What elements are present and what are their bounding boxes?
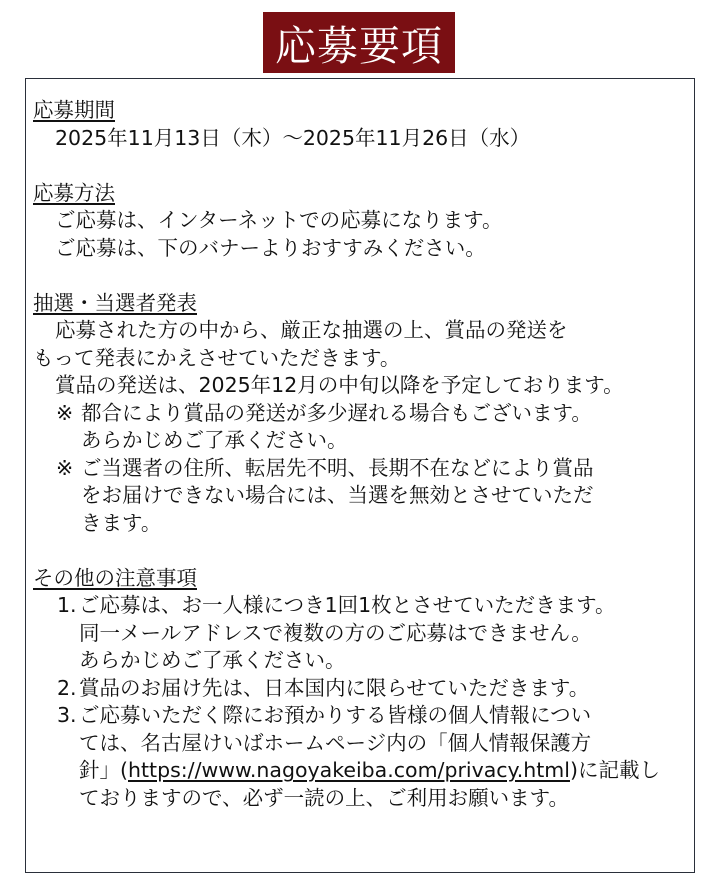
application-guidelines — [33, 97, 698, 812]
method-line: ご応募は、インターネットでの応募になります。 — [55, 208, 503, 232]
method-line: ご応募は、下のバナーよりおすすみください。 — [55, 235, 486, 260]
page-title: 応募要項 — [275, 22, 443, 70]
lottery-text: もって発表にかえさせていただきます。 — [33, 345, 401, 370]
lottery-heading: 抽選・当選者発表 — [33, 290, 197, 315]
note-mark: ※ — [56, 400, 74, 425]
period-heading: 応募期間 — [33, 98, 115, 122]
list-item — [33, 592, 698, 675]
list-text: あらかじめご了承ください。 — [79, 648, 346, 672]
list-item — [33, 702, 698, 812]
lottery-note — [33, 400, 698, 455]
lottery-text: 応募された方の中から、厳正な抽選の上、賞品の発送を — [55, 318, 568, 342]
list-item — [33, 675, 698, 703]
method-heading: 応募方法 — [33, 180, 115, 205]
list-number: 2. — [57, 675, 77, 700]
note-text: ご当選者の住所、転居先不明、長期不在などにより賞品 — [81, 455, 594, 480]
list-text: )に記載し — [569, 758, 660, 782]
list-text: ご応募いただく際にお預かりする皆様の個人情報につい — [79, 703, 592, 727]
list-text: 同一メールアドレスで複数の方のご応募はできません。 — [79, 620, 592, 645]
note-text: をお届けできない場合には、当選を無効とさせていただ — [81, 483, 594, 507]
privacy-policy-link[interactable]: https://www.nagoyakeiba.com/privacy.html — [128, 758, 570, 782]
note-mark: ※ — [56, 455, 74, 480]
note-text: きます。 — [81, 510, 162, 535]
note-text: あらかじめご了承ください。 — [81, 428, 348, 452]
period-text: 2025年11月13日（木）～2025年11月26日（水） — [55, 125, 531, 150]
list-text: 賞品のお届け先は、日本国内に限らせていただきます。 — [79, 675, 590, 700]
list-text: ご応募は、お一人様につき1回1枚とさせていただきます。 — [79, 593, 616, 617]
list-text: ては、名古屋けいばホームページ内の「個人情報保護方 — [79, 730, 592, 755]
list-number: 1. — [57, 593, 77, 617]
lottery-text: 賞品の発送は、2025年12月の中旬以降を予定しております。 — [55, 373, 624, 397]
list-text: 針」( — [79, 758, 128, 782]
other-heading: その他の注意事項 — [33, 565, 197, 590]
note-text: 都合により賞品の発送が多少遅れる場合もございます。 — [81, 400, 592, 425]
list-text: ておりますので、必ず一読の上、ご利用お願います。 — [79, 785, 569, 810]
title-banner — [263, 12, 455, 73]
lottery-note — [33, 455, 698, 538]
list-number: 3. — [57, 703, 77, 727]
list-text-with-link — [79, 757, 698, 785]
